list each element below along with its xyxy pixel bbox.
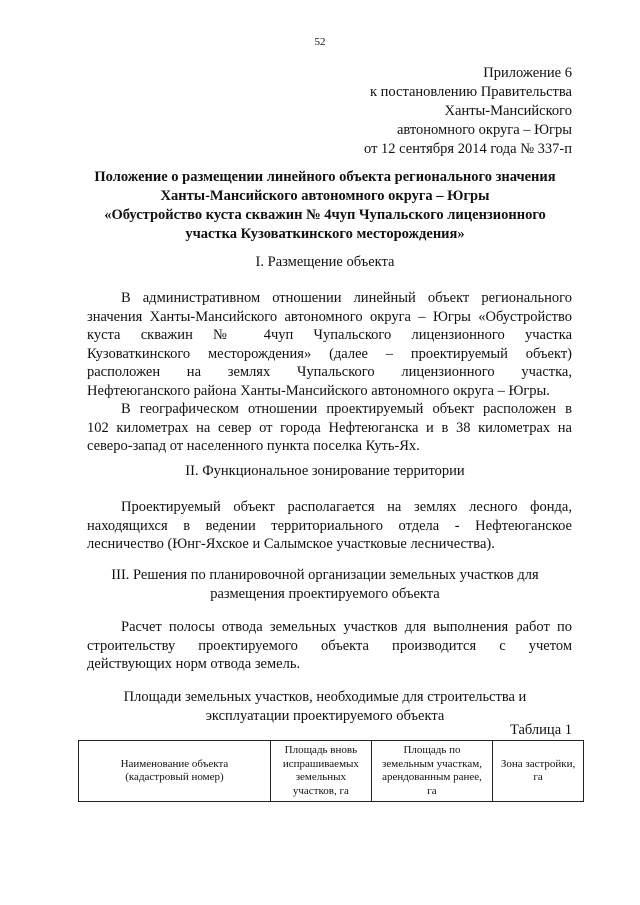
header-line: Зона застройки, xyxy=(500,757,576,770)
header-line: земельным участкам, xyxy=(382,757,482,770)
land-area-table xyxy=(78,740,584,802)
appendix-line: к постановлению Правительства xyxy=(370,84,572,100)
text-line: действующих норм отвода земель. xyxy=(87,656,301,673)
title-line: Положение о размещении линейного объекта регионального значения xyxy=(94,169,556,185)
header-building-zone xyxy=(493,741,584,802)
section-3-heading xyxy=(60,566,590,604)
section-2-paragraph xyxy=(87,498,572,554)
header-line: га xyxy=(427,784,437,797)
header-line: Площадь по xyxy=(403,744,461,756)
text-line: Кузоваткинского месторождения» (далее – проектируемый объект) xyxy=(87,345,572,362)
appendix-line: Ханты-Мансийского xyxy=(444,103,572,119)
header-line: испрашиваемых xyxy=(282,757,359,770)
table-number: Таблица 1 xyxy=(509,722,572,738)
header-line: арендованным ранее, xyxy=(382,771,482,783)
text-line: Расчет полосы отвода земельных участков для выполнения работ по xyxy=(121,619,572,635)
table-header-row xyxy=(79,741,584,802)
table-caption xyxy=(60,688,590,726)
header-line: га xyxy=(533,771,543,783)
text-line: строительству проектируемого объекта производится с учетом xyxy=(87,637,572,654)
appendix-line: от 12 сентября 2014 года № 337-п xyxy=(364,141,572,157)
section-3-paragraph xyxy=(87,618,572,674)
header-line: участков, га xyxy=(292,784,349,797)
header-new-area xyxy=(270,741,371,802)
section-1-paragraph-2 xyxy=(87,400,572,456)
section-2-heading: II. Функциональное зонирование территории xyxy=(185,463,465,479)
heading-line: размещения проектируемого объекта xyxy=(210,586,440,602)
heading-line: III. Решения по планировочной организации земельных участков для xyxy=(111,567,539,583)
header-line: (кадастровый номер) xyxy=(125,771,224,783)
title-line: Ханты-Мансийского автономного округа – Югры xyxy=(160,188,490,204)
text-line: лесничество (Юнг-Яхское и Салымское участковые лесничества). xyxy=(87,536,495,553)
title-line: участка Кузоваткинского месторождения» xyxy=(185,226,465,242)
header-line: Площадь вновь xyxy=(284,744,358,756)
document-title xyxy=(60,168,590,244)
header-object-name xyxy=(79,741,271,802)
text-line: куста скважин № 4чуп Чупальского лицензионного участка xyxy=(87,327,572,344)
section-1-paragraph-1 xyxy=(87,289,572,401)
caption-line: эксплуатации проектируемого объекта xyxy=(205,708,445,724)
text-line: находящихся в ведении территориального отдела - Нефтеюганское xyxy=(87,517,572,534)
appendix-line: Приложение 6 xyxy=(483,65,572,81)
title-line: «Обустройство куста скважин № 4чуп Чупальского лицензионного xyxy=(104,207,546,223)
text-line: расположен на землях Чупальского лицензионного участка, xyxy=(87,364,572,381)
caption-line: Площади земельных участков, необходимые для строительства и xyxy=(123,689,527,705)
text-line: значения Ханты-Мансийского автономного округа – Югры «Обустройство xyxy=(87,308,572,325)
text-line: Нефтеюганского района Ханты-Мансийского автономного округа – Югры. xyxy=(87,382,550,399)
page-number: 52 xyxy=(314,36,326,48)
text-line: северо-запад от населенного пункта поселка Куть-Ях. xyxy=(87,438,420,455)
appendix-line: автономного округа – Югры xyxy=(396,122,572,138)
section-1-heading: I. Размещение объекта xyxy=(255,254,395,270)
header-line: земельных xyxy=(295,771,347,783)
text-line: 102 километрах на север от города Нефтеюганска и в 38 километрах на xyxy=(87,419,572,436)
appendix-block xyxy=(364,64,572,159)
header-leased-area xyxy=(371,741,492,802)
text-line: В географическом отношении проектируемый объект расположен в xyxy=(121,401,572,417)
header-line: Наименование объекта xyxy=(120,757,229,770)
text-line: В административном отношении линейный объект регионального xyxy=(121,290,572,306)
text-line: Проектируемый объект располагается на землях лесного фонда, xyxy=(121,499,572,515)
